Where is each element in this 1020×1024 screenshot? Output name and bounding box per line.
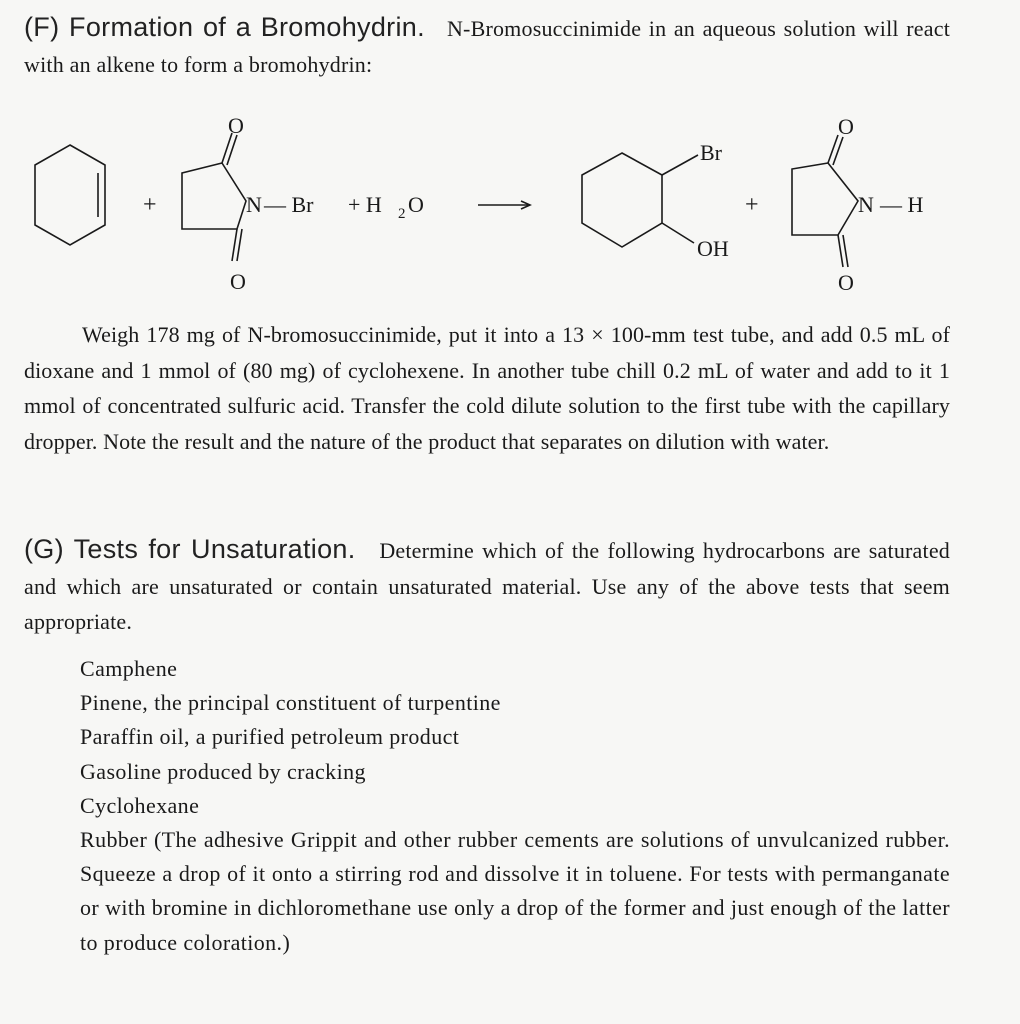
section-f-heading: (F) Formation of a Bromohydrin. <box>24 12 425 42</box>
nbs-nitrogen: N <box>246 192 262 217</box>
plus-sign: + <box>745 192 759 218</box>
plus-sign: + <box>143 192 157 218</box>
succinimide-hydrogen: — H <box>880 192 924 217</box>
list-item: Pinene, the principal constituent of turpentine <box>80 690 501 716</box>
section-f-procedure: Weigh 178 mg of N-bromosuccinimide, put it into a 13 × 100-mm test tube, and add 0.5 mL of dioxane and 1 mmol of (80 mg) of cyclohexene. In another tube chill 0.2 mL of water and add to it 1 mmol of concentrated sulfuric acid. Transfer the cold dilute solution to the first tube with the capillary dropper. Note the result and the nature of the product that separates on dilution with water. <box>24 322 950 454</box>
nbs-oxygen-top: O <box>228 113 244 138</box>
water-plus: + H <box>348 192 382 217</box>
section-g-intro: Determine which of the following hydrocarbons are saturated and which are unsaturated or contain unsaturated material. Use any of the above tests that seem appropriate. <box>24 538 951 634</box>
succinimide-oxygen-top: O <box>838 114 854 139</box>
succinimide-oxygen-bottom: O <box>838 270 854 295</box>
section-g-heading: (G) Tests for Unsaturation. <box>24 534 356 564</box>
water-subscript: 2 <box>398 206 406 222</box>
list-item: Gasoline produced by cracking <box>80 758 366 784</box>
nbs-structure <box>182 133 246 261</box>
succinimide-structure <box>792 135 858 267</box>
product-bromine: Br <box>700 140 722 165</box>
reaction-scheme <box>0 105 1020 315</box>
list-item: Rubber (The adhesive Grippit and other rubber cements are solutions of unvulcanized rubber. Squeeze a drop of it onto a stirring rod and dissolve it in toluene. For tests with permanganate or with bromine in dichloromethane use only a drop of the former and just enough of the latter to produce coloration.) <box>80 827 950 955</box>
nbs-oxygen-bottom: O <box>230 269 246 294</box>
hydrocarbon-list <box>80 652 950 960</box>
nbs-bromine: — Br <box>264 192 314 217</box>
list-item: Camphene <box>80 656 178 681</box>
product-hydroxyl: OH <box>697 236 729 261</box>
succinimide-nitrogen: N <box>858 192 874 217</box>
section-f-intro: N-Bromosuccinimide in an aqueous solution will react with an alkene to form a bromohydrin: <box>24 16 951 77</box>
reaction-arrow <box>478 201 530 209</box>
section-f-intro-block <box>24 10 950 82</box>
list-item: Cyclohexane <box>80 792 200 818</box>
cyclohexene-structure <box>35 145 105 245</box>
section-g-intro-block <box>24 532 950 640</box>
water-oxygen: O <box>408 192 424 217</box>
bromohydrin-structure <box>582 153 698 247</box>
list-item: Paraffin oil, a purified petroleum product <box>80 724 460 750</box>
